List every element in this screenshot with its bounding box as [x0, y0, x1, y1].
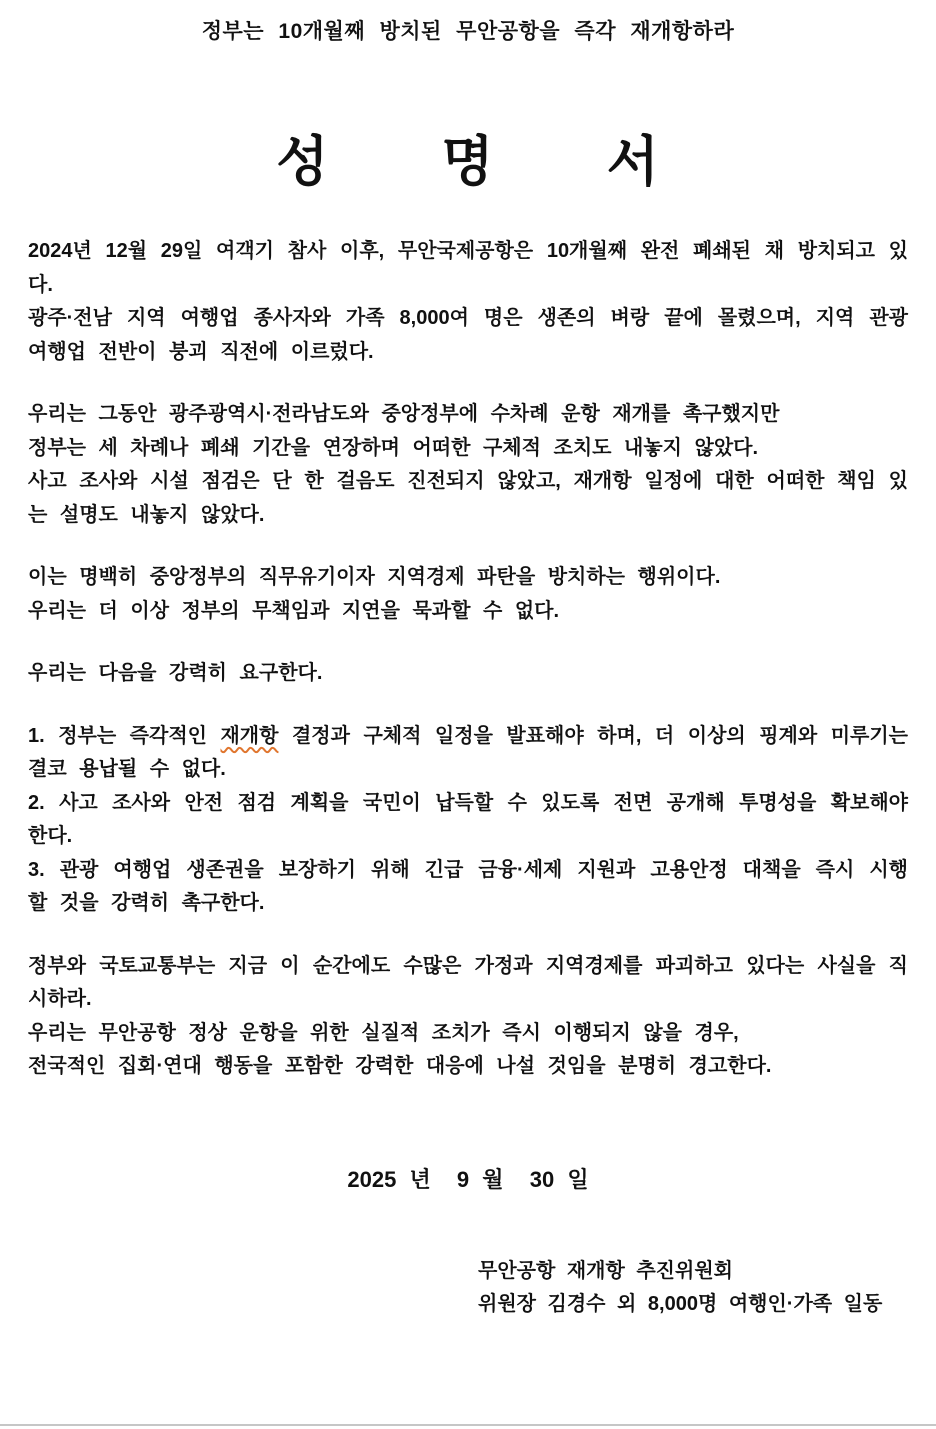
text-line: 광주·전남 지역 여행업 종사자와 가족 8,000여 명은 생존의 벼랑 끝에 몰렸으며, 지역 관광 [28, 307, 908, 329]
text-line: 정부는 세 차례나 폐쇄 기간을 연장하며 어떠한 구체적 조치도 내놓지 않았다. [28, 436, 759, 459]
text-line: 우리는 더 이상 정부의 무책임과 지연을 묵과할 수 없다. [28, 599, 560, 622]
text-line [28, 720, 908, 754]
paragraph [28, 398, 908, 532]
text-line: 3. 관광 여행업 생존권을 보장하기 위해 긴급 금융·세제 지원과 고용안정 대책을 즉시 시행 [28, 858, 908, 881]
page-edge-bar [0, 1424, 936, 1426]
text-line: 시하라. [28, 988, 92, 1010]
text-line: 여행업 전반이 붕괴 직전에 이르렀다. [28, 340, 374, 363]
text-line: 는 설명도 내놓지 않았다. [28, 503, 265, 526]
date-line: 2025 년 9 월 30 일 [347, 1166, 589, 1192]
text-line: 이는 명백히 중앙정부의 직무유기이자 지역경제 파탄을 방치하는 행위이다. [28, 566, 721, 588]
text-line: 할 것을 강력히 촉구한다. [28, 892, 265, 914]
text-line: 사고 조사와 시설 점검은 단 한 걸음도 진전되지 않았고, 재개항 일정에 대한 어떠한 책임 있 [28, 470, 908, 492]
document-title: 성 명 서 [276, 132, 660, 192]
text-line: 2. 사고 조사와 안전 점검 계획을 국민이 납득할 수 있도록 전면 공개해 투명성을 확보해야 [28, 791, 908, 814]
text-line: 우리는 그동안 광주광역시·전라남도와 중앙정부에 수차례 운항 재개를 촉구했지만 [28, 403, 780, 425]
paragraph [28, 720, 908, 921]
header-slogan: 정부는 10개월째 방치된 무안공항을 즉각 재개항하라 [201, 20, 735, 43]
document-body [28, 235, 908, 1084]
paragraph [28, 657, 908, 691]
text-line: 다. [28, 273, 53, 296]
signature-block [28, 1255, 908, 1321]
paragraph [28, 561, 908, 628]
text-line: 정부와 국토교통부는 지금 이 순간에도 수많은 가정과 지역경제를 파괴하고 있다는 사실을 직 [28, 954, 908, 977]
text-segment: 결정과 구체적 일정을 발표해야 하며, 더 이상의 핑계와 미루기는 [278, 724, 908, 747]
paragraph [28, 235, 908, 369]
text-segment: 1. 정부는 즉각적인 [28, 724, 221, 747]
text-line: 한다. [28, 825, 73, 847]
signature-line: 위원장 김경수 외 8,000명 여행인·가족 일동 [478, 1292, 883, 1315]
paragraph [28, 950, 908, 1084]
spellcheck-underline-word: 재개항 [220, 724, 279, 747]
signature-line: 무안공항 재개항 추진위원회 [478, 1259, 733, 1282]
text-line: 결코 용납될 수 없다. [28, 758, 226, 780]
text-line: 우리는 다음을 강력히 요구한다. [28, 662, 323, 684]
text-line: 2024년 12월 29일 여객기 참사 이후, 무안국제공항은 10개월째 완전 폐쇄된 채 방치되고 있 [28, 240, 908, 262]
text-line: 전국적인 집회·연대 행동을 포함한 강력한 대응에 나설 것임을 분명히 경고한다. [28, 1055, 772, 1077]
text-line: 우리는 무안공항 정상 운항을 위한 실질적 조치가 즉시 이행되지 않을 경우, [28, 1021, 739, 1044]
